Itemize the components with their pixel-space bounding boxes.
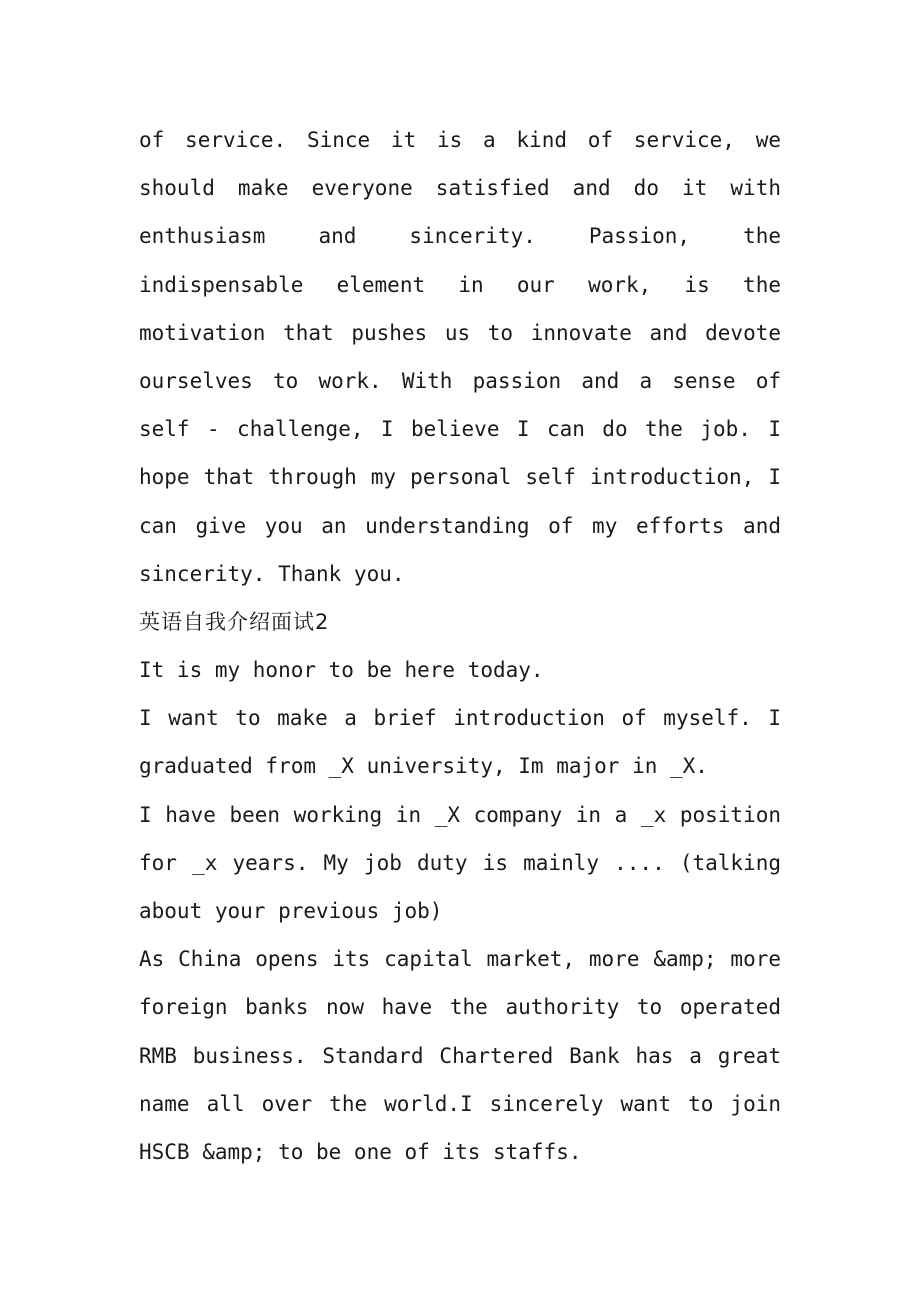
paragraph-honor: It is my honor to be here today.: [139, 658, 544, 683]
section-heading: 英语自我介绍面试2: [139, 610, 330, 635]
paragraph-introduction: I want to make a brief introduction of myself. I graduated from _X university, Im major in _X.: [139, 706, 781, 779]
paragraph-work-experience: I have been working in _X company in a _x position for _x years. My job duty is mainly .... (talking about your previous job): [139, 802, 781, 924]
paragraph-service-passion: of service. Since it is a kind of service, we should make everyone satisfied and do it with enthusiasm and sincerity. Passion, the indispensable element in our work, is the motivation that pushes us to innovate and devote ourselves to work. With passion and a sense of self - challenge, I believe I can do the job. I hope that through my personal self introduction, I can give you an understanding of my efforts and sincerity. Thank you.: [139, 128, 781, 586]
paragraph-motivation: As China opens its capital market, more &amp; more foreign banks now have the authority to operated RMB business. Standard Chartered Bank has a great name all over the world.I sincerely want to join HSCB &amp; to be one of its staffs.: [139, 947, 781, 1165]
document-page: [139, 116, 781, 1176]
